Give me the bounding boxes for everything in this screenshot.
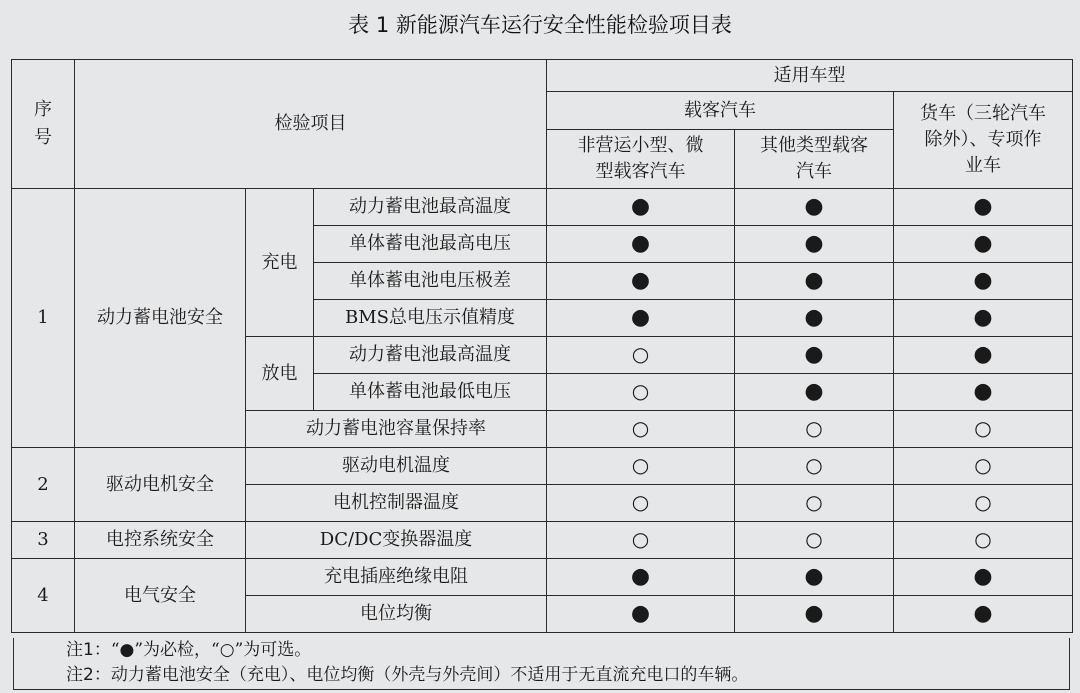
filled-circle-icon: ●: [973, 230, 993, 256]
mark-cell: [894, 522, 1073, 559]
inspection-item: 充电插座绝缘电阻: [246, 559, 547, 596]
header-item: 检验项目: [75, 60, 547, 189]
header-truck: 货车（三轮汽车 除外）、专项作 业车: [894, 92, 1073, 189]
mark-cell: [894, 263, 1073, 300]
mark-cell: [735, 559, 894, 596]
table-row: [12, 522, 1073, 559]
filled-circle-icon: ●: [804, 193, 824, 219]
mark-cell: [547, 522, 735, 559]
filled-circle-icon: ●: [973, 193, 993, 219]
subgroup-name: 充电: [246, 189, 314, 337]
group-number: 2: [12, 448, 75, 522]
inspection-item: 单体蓄电池最高电压: [314, 226, 547, 263]
inspection-item: 动力蓄电池最高温度: [314, 189, 547, 226]
mark-cell: [547, 448, 735, 485]
mark-cell: [547, 263, 735, 300]
group-name: 电控系统安全: [75, 522, 246, 559]
note-2: 注2：动力蓄电池安全（充电）、电位均衡（外壳与外壳间）不适用于无直流充电口的车辆。: [66, 665, 749, 685]
header-seq: 序 号: [12, 60, 75, 189]
mark-cell: [735, 189, 894, 226]
group-name: 电气安全: [75, 559, 246, 633]
inspection-item: BMS总电压示值精度: [314, 300, 547, 337]
header-passenger: 载客汽车: [547, 92, 894, 130]
filled-circle-icon: ●: [804, 304, 824, 330]
mark-cell: [894, 374, 1073, 411]
mark-cell: [547, 485, 735, 522]
mark-cell: [894, 596, 1073, 633]
filled-circle-icon: ●: [973, 341, 993, 367]
inspection-item: 单体蓄电池最低电压: [314, 374, 547, 411]
filled-circle-icon: ●: [630, 304, 651, 330]
mark-cell: [547, 411, 735, 448]
group-number: 1: [12, 189, 75, 448]
mark-cell: [894, 226, 1073, 263]
hollow-circle-icon: ○: [805, 416, 823, 440]
inspection-item: 单体蓄电池电压极差: [314, 263, 547, 300]
inspection-item: 电机控制器温度: [246, 485, 547, 522]
filled-circle-icon: ●: [630, 267, 651, 293]
header-small-passenger: 非营运小型、微 型载客汽车: [547, 130, 735, 189]
hollow-circle-icon: ○: [631, 379, 650, 403]
inspection-item: 电位均衡: [246, 596, 547, 633]
filled-circle-icon: ●: [804, 230, 824, 256]
group-number: 4: [12, 559, 75, 633]
mark-cell: [547, 189, 735, 226]
group-name: 动力蓄电池安全: [75, 189, 246, 448]
filled-circle-icon: ●: [804, 563, 824, 589]
filled-circle-icon: ●: [973, 304, 993, 330]
header-applicable: 适用车型: [547, 60, 1073, 92]
hollow-circle-icon: ○: [805, 453, 823, 477]
table-title: 表 1 新能源汽车运行安全性能检验项目表: [348, 13, 732, 37]
filled-circle-icon: ●: [630, 600, 651, 626]
filled-circle-icon: ●: [973, 267, 993, 293]
group-name: 驱动电机安全: [75, 448, 246, 522]
note-1: 注1：“●”为必检，“○”为可选。: [66, 640, 312, 660]
mark-cell: [735, 263, 894, 300]
group-number: 3: [12, 522, 75, 559]
mark-cell: [735, 522, 894, 559]
filled-circle-icon: ●: [630, 563, 651, 589]
filled-circle-icon: ●: [804, 378, 824, 404]
mark-cell: [735, 337, 894, 374]
hollow-circle-icon: ○: [974, 490, 992, 514]
mark-cell: [547, 596, 735, 633]
hollow-circle-icon: ○: [631, 527, 650, 551]
hollow-circle-icon: ○: [974, 416, 992, 440]
mark-cell: [735, 226, 894, 263]
mark-cell: [735, 374, 894, 411]
mark-cell: [894, 189, 1073, 226]
mark-cell: [735, 596, 894, 633]
mark-cell: [894, 411, 1073, 448]
subgroup-name: 放电: [246, 337, 314, 411]
filled-circle-icon: ●: [973, 600, 993, 626]
mark-cell: [735, 485, 894, 522]
inspection-item: 驱动电机温度: [246, 448, 547, 485]
filled-circle-icon: ●: [630, 193, 651, 219]
hollow-circle-icon: ○: [631, 453, 650, 477]
hollow-circle-icon: ○: [974, 453, 992, 477]
header-other-passenger: 其他类型载客 汽车: [735, 130, 894, 189]
filled-circle-icon: ●: [630, 230, 651, 256]
mark-cell: [894, 559, 1073, 596]
hollow-circle-icon: ○: [805, 490, 823, 514]
hollow-circle-icon: ○: [974, 527, 992, 551]
hollow-circle-icon: ○: [631, 342, 650, 366]
mark-cell: [894, 337, 1073, 374]
mark-cell: [894, 300, 1073, 337]
mark-cell: [735, 300, 894, 337]
mark-cell: [735, 448, 894, 485]
inspection-item: 动力蓄电池最高温度: [314, 337, 547, 374]
table-row: [12, 559, 1073, 596]
mark-cell: [894, 485, 1073, 522]
table-row: [12, 448, 1073, 485]
filled-circle-icon: ●: [973, 563, 993, 589]
hollow-circle-icon: ○: [631, 416, 650, 440]
inspection-table: [11, 59, 1073, 633]
table-row: [12, 189, 1073, 226]
inspection-item: DC/DC变换器温度: [246, 522, 547, 559]
inspection-item: 动力蓄电池容量保持率: [246, 411, 547, 448]
hollow-circle-icon: ○: [805, 527, 823, 551]
filled-circle-icon: ●: [804, 600, 824, 626]
mark-cell: [894, 448, 1073, 485]
filled-circle-icon: ●: [804, 341, 824, 367]
mark-cell: [735, 411, 894, 448]
mark-cell: [547, 374, 735, 411]
notes: [13, 638, 1070, 690]
mark-cell: [547, 226, 735, 263]
filled-circle-icon: ●: [973, 378, 993, 404]
filled-circle-icon: ●: [804, 267, 824, 293]
hollow-circle-icon: ○: [631, 490, 650, 514]
mark-cell: [547, 300, 735, 337]
mark-cell: [547, 559, 735, 596]
mark-cell: [547, 337, 735, 374]
